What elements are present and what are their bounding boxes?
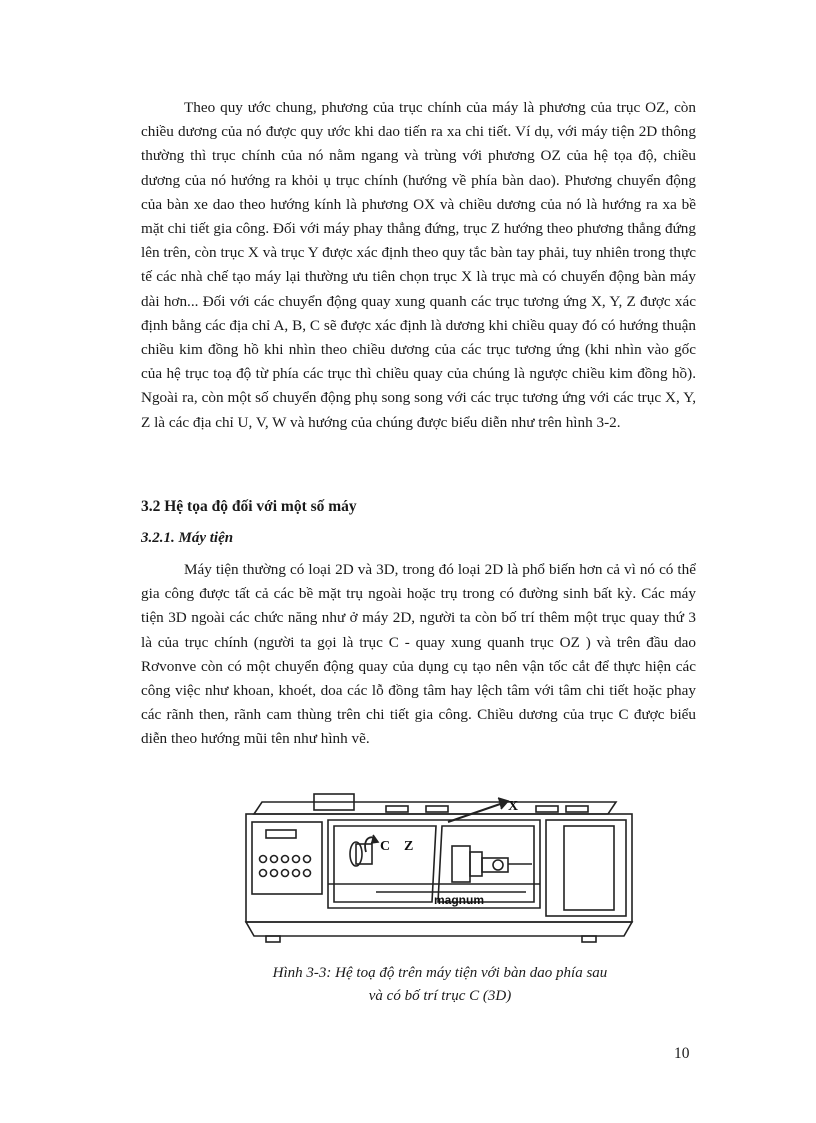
axis-z-label: Z (404, 839, 414, 854)
lathe-paragraph-block (141, 558, 696, 752)
figure-caption (240, 962, 640, 1008)
lathe-illustration (236, 780, 640, 948)
page-number: 10 (674, 1045, 690, 1062)
axis-c-label: C (380, 839, 391, 854)
intro-paragraph-block (141, 96, 696, 435)
lathe-figure (236, 780, 640, 948)
section-heading: 3.2 Hệ tọa độ đối với một số máy (141, 498, 357, 515)
intro-paragraph: Theo quy ước chung, phương của trục chính của máy là phương của trục OZ, còn chiều dương của nó được quy ước khi dao tiến ra xa chi tiết. Ví dụ, với máy tiện 2D thông thường thì trục chính của nó nằm ngang và trùng với phương OZ của hệ tọa độ, chiều dương của nó hướng ra khỏi ụ trục chính (hướng về phía bàn dao). Phương chuyển động của bàn xe dao theo hướng kính là phương OX và chiều dương của nó là hướng ra xa bề mặt chi tiết gia công. Đối với máy phay thẳng đứng, trục Z hướng theo phương thẳng đứng lên trên, còn trục X và trục Y được xác định theo quy tắc bàn tay phải, tuy nhiên trong thực tế các nhà chế tạo máy lại thường ưu tiên chọn trục X là trục mà có chuyển động bàn máy dài hơn... Đối với các chuyển động quay xung quanh các trục tương ứng X, Y, Z được xác định bằng các địa chỉ A, B, C sẽ được xác định là dương khi chiều quay đó có hướng thuận chiều kim đồng hồ khi nhìn theo chiều dương của các trục tương ứng (khi nhìn vào gốc của hệ trục toạ độ từ phía các trục thì chiều quay của chúng là ngược chiều kim đồng hồ). Ngoài ra, còn một số chuyển động phụ song song với các trục tương ứng với các trục X, Y, Z là các địa chỉ U, V, W và hướng của chúng được biểu diễn như trên hình 3-2. (141, 99, 696, 431)
figure-caption-line-2: và có bố trí trục C (3D) (368, 988, 512, 1004)
machine-brand-label: magnum (434, 893, 485, 907)
figure-caption-line-1: Hình 3-3: Hệ toạ độ trên máy tiện với bàn dao phía sau (272, 965, 608, 981)
subsection-heading: 3.2.1. Máy tiện (141, 530, 234, 546)
lathe-paragraph: Máy tiện thường có loại 2D và 3D, trong đó loại 2D là phổ biến hơn cả vì nó có thể gia công được tất cả các bề mặt trụ ngoài hoặc trụ trong có đường sinh bất kỳ. Các máy tiện 3D ngoài các chức năng như ở máy 2D, người ta còn bố trí thêm một trục quay thứ 3 là của trục chính (người ta gọi là trục C - quay xung quanh trục OZ ) và trên đầu dao Rơvonve còn có một chuyển động quay của dụng cụ tạo nên vận tốc cắt để thực hiện các công việc như khoan, khoét, doa các lỗ đồng tâm hay lệch tâm với tâm chi tiết hoặc phay các rãnh then, rãnh cam thùng trên chi tiết gia công. Chiều dương của trục C được biểu diễn theo hướng mũi tên như hình vẽ. (141, 561, 696, 748)
axis-x-label: X (508, 799, 519, 814)
